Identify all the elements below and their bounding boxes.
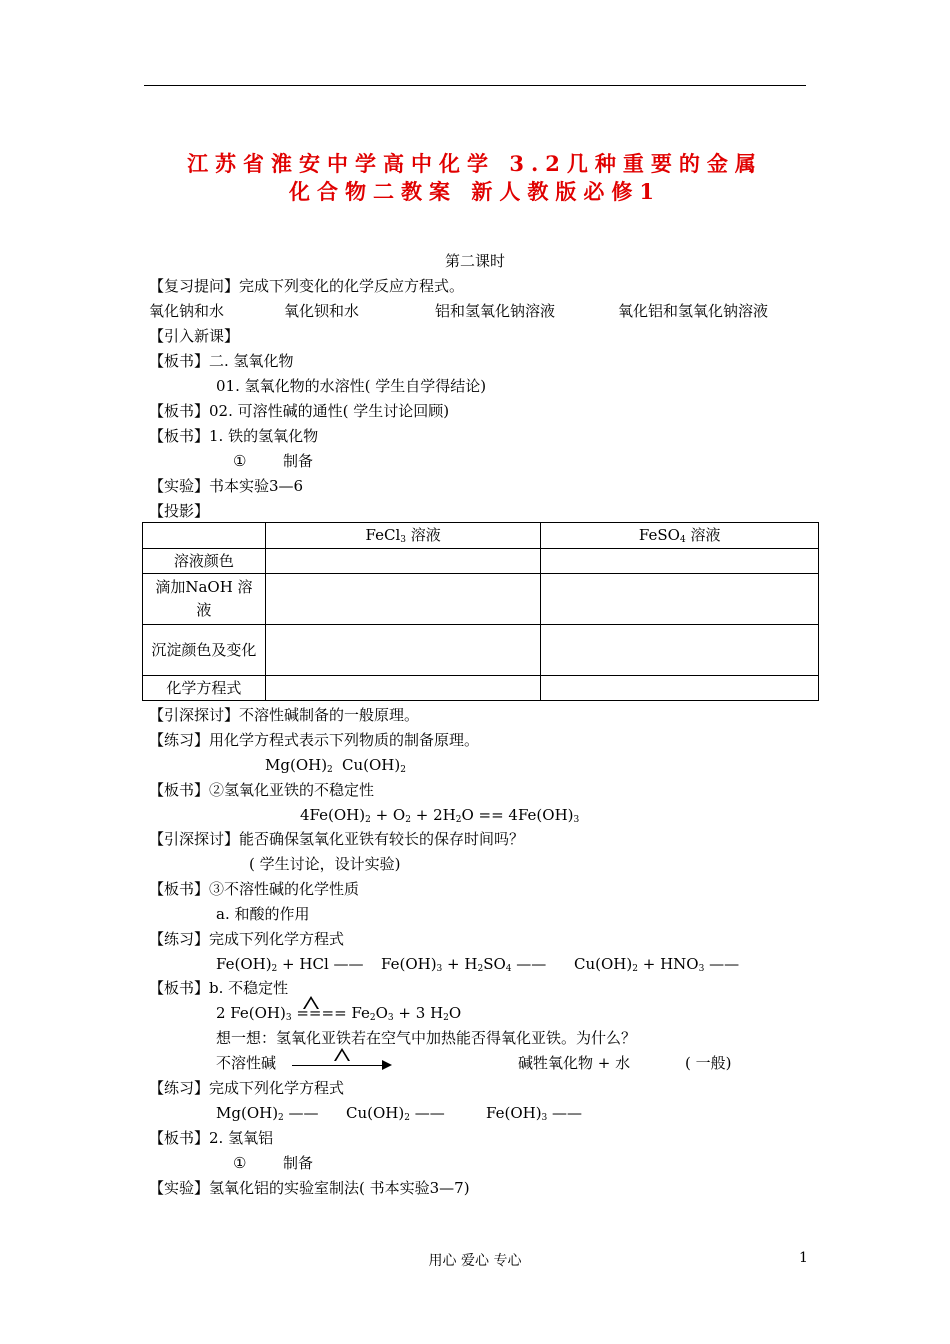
equation-fe-oxidation: $4Fe(OH)_2 + O_2 + 2H_2O == 4Fe(OH)_3$ xyxy=(300,806,580,825)
table-row xyxy=(143,574,819,625)
exercise-3 xyxy=(149,1078,344,1098)
table-cell xyxy=(541,625,819,676)
table-row xyxy=(143,549,819,574)
board-text: ②氢氧化亚铁的不稳定性 xyxy=(209,781,375,799)
review-item-2: 氧化钡和水 xyxy=(284,302,360,320)
exercise-tag: 【练习】 xyxy=(149,731,210,749)
lesson-heading: 第二课时 xyxy=(444,252,505,270)
exercise-text: 完成下列化学方程式 xyxy=(209,1079,345,1097)
table-row-label: 化学方程式 xyxy=(143,676,266,701)
document-title-line1: 江苏省淮安中学高中化学 3.2几种重要的金属 xyxy=(187,151,763,176)
table-header-feso4: FeSO$_4$ 溶液 xyxy=(541,523,819,549)
deep-tag: 【引深探讨】 xyxy=(149,830,240,848)
projection-tag: 【投影】 xyxy=(149,502,210,520)
exercise-3-eq-cu: $Cu(OH)_2$ —— xyxy=(346,1104,445,1123)
observation-table xyxy=(142,522,819,701)
reaction-arrow-line xyxy=(292,1065,384,1066)
board-7-sub-text: 制备 xyxy=(283,1154,314,1172)
table-cell xyxy=(265,676,541,701)
deep-text: 不溶性碱制备的一般原理。 xyxy=(239,706,420,724)
board-3-sub-text: 制备 xyxy=(283,452,314,470)
table-cell xyxy=(541,676,819,701)
board-5 xyxy=(149,879,359,899)
exercise-2 xyxy=(149,929,344,949)
think-question: 想一想：氢氧化亚铁若在空气中加热能否得氧化亚铁。为什么？ xyxy=(216,1029,637,1047)
document-title-line2: 化合物二教案 新人教版必修1 xyxy=(289,179,661,204)
rule-left: 不溶性碱 xyxy=(216,1054,277,1072)
board-6 xyxy=(149,978,288,998)
experiment-tag: 【实验】 xyxy=(149,477,210,495)
board-tag: 【板书】 xyxy=(149,402,210,420)
exercise-tag: 【练习】 xyxy=(149,1079,210,1097)
review-line xyxy=(149,276,464,296)
table-header-row xyxy=(143,523,819,549)
table-row xyxy=(143,676,819,701)
deep-discussion-2-sub: ( 学生讨论，设计实验) xyxy=(249,855,401,873)
exercise-text: 用化学方程式表示下列物质的制备原理。 xyxy=(209,731,480,749)
exercise-2-eq-h2so4: $Fe(OH)_3 + H_2SO_4$ —— xyxy=(381,955,547,974)
table-header-fecl3: FeCl$_3$ 溶液 xyxy=(265,523,541,549)
review-text: 完成下列变化的化学反应方程式。 xyxy=(239,277,465,295)
exercise-1-formula-cu: $Cu(OH)_2$ xyxy=(342,756,406,775)
exercise-text: 完成下列化学方程式 xyxy=(209,930,345,948)
experiment-2 xyxy=(149,1178,470,1198)
page-number: 1 xyxy=(799,1250,808,1266)
table-corner-cell xyxy=(143,523,266,549)
board-7 xyxy=(149,1128,273,1148)
board-text: 2. 氢氧铝 xyxy=(209,1129,274,1147)
exercise-tag: 【练习】 xyxy=(149,930,210,948)
exercise-2-eq-hcl: $Fe(OH)_2$ + HCl —— xyxy=(216,955,364,974)
board-text: ③不溶性碱的化学性质 xyxy=(209,880,360,898)
review-item-4: 氧化铝和氢氧化钠溶液 xyxy=(618,302,769,320)
board-tag: 【板书】 xyxy=(149,880,210,898)
table-cell xyxy=(541,549,819,574)
board-2 xyxy=(149,401,449,421)
board-text: 二. 氢氧化物 xyxy=(209,352,294,370)
table-row-label: 沉淀颜色及变化 xyxy=(143,625,266,676)
board-text: b. 不稳定性 xyxy=(209,979,289,997)
exercise-1-formula-mg: $Mg(OH)_2$ xyxy=(265,756,333,775)
exercise-1 xyxy=(149,730,479,750)
reaction-arrow-icon xyxy=(382,1060,392,1070)
board-tag: 【板书】 xyxy=(149,352,210,370)
board-1 xyxy=(149,351,294,371)
board-4 xyxy=(149,780,374,800)
table-cell xyxy=(265,549,541,574)
board-tag: 【板书】 xyxy=(149,781,210,799)
exercise-3-eq-mg: $Mg(OH)_2$ —— xyxy=(216,1104,319,1123)
intro-tag: 【引入新课】 xyxy=(149,327,240,345)
board-3-sub-num: ① xyxy=(233,452,247,470)
equation-fe-decomposition: 2 $Fe(OH)_3$ ==== $Fe_2O_3 + 3$ $H_2O$ xyxy=(216,1004,462,1023)
board-text: 1. 铁的氢氧化物 xyxy=(209,427,319,445)
experiment-1 xyxy=(149,476,303,496)
review-item-1: 氧化钠和水 xyxy=(149,302,225,320)
rule-note: ( 一般) xyxy=(685,1054,732,1072)
table-cell xyxy=(265,625,541,676)
board-7-sub-num: ① xyxy=(233,1154,247,1172)
deep-text: 能否确保氢氧化亚铁有较长的保存时间吗？ xyxy=(239,830,525,848)
table-cell xyxy=(541,574,819,625)
deep-tag: 【引深探讨】 xyxy=(149,706,240,724)
exercise-3-eq-fe: $Fe(OH)_3$ —— xyxy=(486,1104,583,1123)
exercise-2-eq-hno3: $Cu(OH)_2 + HNO_3$ —— xyxy=(574,955,740,974)
board-text: 02. 可溶性碱的通性( 学生讨论回顾) xyxy=(209,402,450,420)
board-tag: 【板书】 xyxy=(149,1129,210,1147)
table-cell xyxy=(265,574,541,625)
heat-triangle-inner xyxy=(336,1051,348,1061)
experiment-tag: 【实验】 xyxy=(149,1179,210,1197)
deep-discussion-1 xyxy=(149,705,419,725)
table-row-label: 滴加NaOH 溶液 xyxy=(143,574,266,625)
experiment-text: 书本实验3—6 xyxy=(209,477,304,495)
board-tag: 【板书】 xyxy=(149,979,210,997)
review-tag: 【复习提问】 xyxy=(149,277,240,295)
rule-right: 碱牲氧化物 + 水 xyxy=(518,1054,631,1072)
board-3 xyxy=(149,426,318,446)
board-1-sub: 01. 氢氧化物的水溶性( 学生自学得结论) xyxy=(216,377,487,395)
footer-motto: 用心 爱心 专心 xyxy=(428,1253,522,1269)
board-5-sub: a. 和酸的作用 xyxy=(216,905,310,923)
deep-discussion-2 xyxy=(149,829,524,849)
board-tag: 【板书】 xyxy=(149,427,210,445)
table-row-label: 溶液颜色 xyxy=(143,549,266,574)
experiment-text: 氢氧化铝的实验室制法( 书本实验3—7) xyxy=(209,1179,470,1197)
table-row xyxy=(143,625,819,676)
review-item-3: 铝和氢氧化钠溶液 xyxy=(435,302,556,320)
header-rule xyxy=(144,85,806,86)
